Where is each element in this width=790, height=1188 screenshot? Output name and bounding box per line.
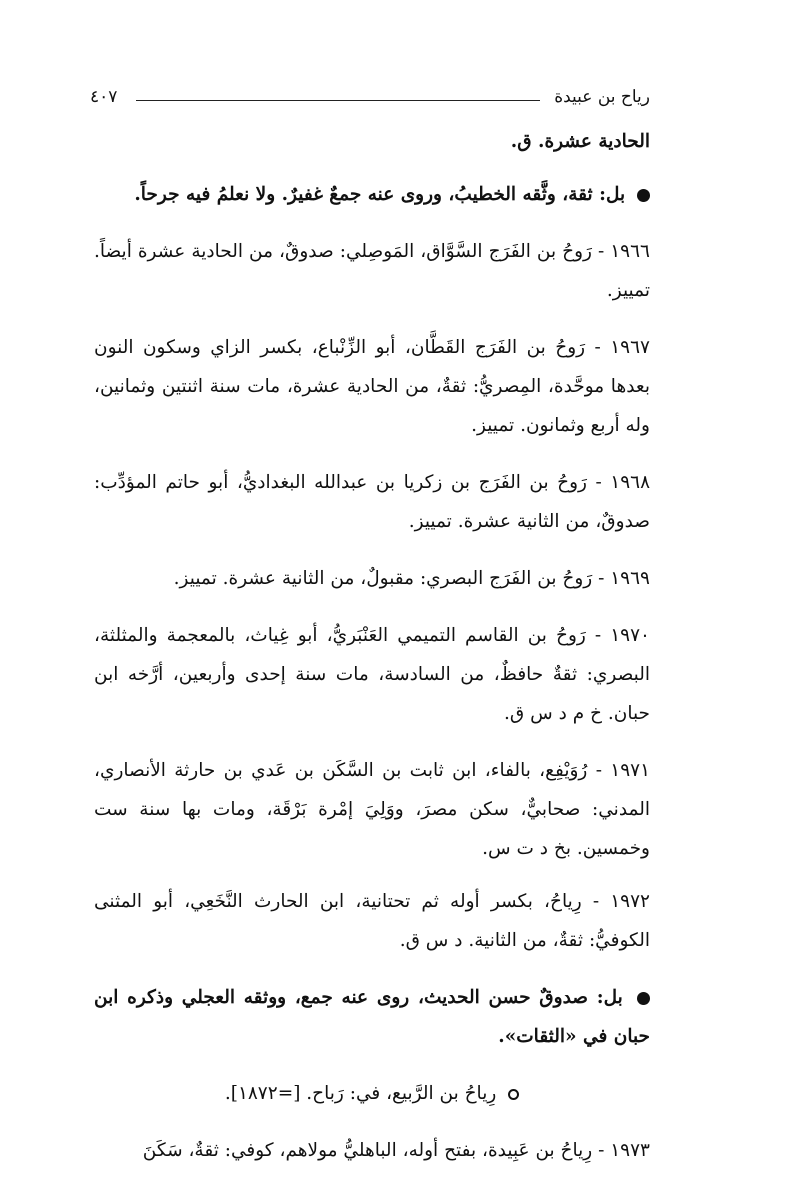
header-rule [136,100,540,101]
entry-text: بل: صدوقٌ حسن الحديث، روى عنه جمع، ووثقه العجلي وذكره ابن حبان في «الثقات». [94,987,650,1047]
running-title: رياح بن عبيدة [554,87,650,107]
entry-1970: ١٩٧٠ - رَوحُ بن القاسم التميمي العَنْبَريُّ، أبو غِياث، بالمعجمة والمثلثة، البصري: ثقةٌ حافظٌ، من السادسة، مات سنة إحدى وأربعين، أرَّخه ابن حبان. خ م د س ق. [94,625,650,724]
entry-1967: ١٩٦٧ - رَوحُ بن الفَرَج القَطَّان، أبو الزِّنْباع، بكسر الزاي وسكون النون بعدها موحَّدة، المِصريُّ: ثقةٌ، من الحادية عشرة، مات سنة اثنتين وثمانين، وله أربع وثمانون. تمييز. [94,337,650,436]
entry-number: ١٩٧١ [610,760,651,781]
entry-text: رَوحُ بن الفَرَج البصري: مقبولٌ، من الثانية عشرة. تمييز. [173,568,593,589]
filled-bullet-icon [637,189,650,202]
entry-text: الحادية عشرة. ق. [510,131,650,152]
entry-text: رَوحُ بن الفَرَج القَطَّان، أبو الزِّنْباع، بكسر الزاي وسكون النون بعدها موحَّدة، المِصريُّ: ثقةٌ، من الحادية عشرة، مات سنة اثنتين وثمانين، وله أربع وثمانون. تمييز. [94,337,650,436]
filled-bullet-icon [637,992,650,1005]
entry-1972: ١٩٧٢ - رِياحُ، بكسر أوله ثم تحتانية، ابن الحارث النَّخَعِي، أبو المثنى الكوفيُّ: ثقةٌ، من الثانية. د س ق. [94,891,650,951]
entry-1966: ١٩٦٦ - رَوحُ بن الفَرَج السَّوَّاق، المَوصِلي: صدوقٌ، من الحادية عشرة أيضاً. تمييز. [94,241,650,301]
entry-text: رِياحُ بن عَبِيدة، بفتح أوله، الباهليُّ مولاهم، كوفي: ثقةٌ، سَكَنَ [142,1140,593,1161]
entry-1968: ١٩٦٨ - رَوحُ بن الفَرَج بن زكريا بن عبدالله البغداديُّ، أبو حاتم المؤدِّب: صدوقٌ، من الثانية عشرة. تمييز. [94,472,651,532]
entry-number: ١٩٦٨ [610,472,651,493]
cross-reference [94,1074,650,1113]
hollow-circle-icon [508,1089,519,1100]
body-text [94,122,650,1188]
entry-text: رَوحُ بن الفَرَج السَّوَّاق، المَوصِلي: صدوقٌ، من الحادية عشرة أيضاً. تمييز. [94,241,650,301]
entry-text: رَوحُ بن القاسم التميمي العَنْبَريُّ، أبو غِياث، بالمعجمة والمثلثة، البصري: ثقةٌ حافظٌ، من السادسة، مات سنة إحدى وأربعين، أرَّخه ابن حبان. خ م د س ق. [94,625,650,724]
entry-text: رِياحُ، بكسر أوله ثم تحتانية، ابن الحارث النَّخَعِي، أبو المثنى الكوفيُّ: ثقةٌ، من الثانية. د س ق. [94,891,650,951]
entry-1971: ١٩٧١ - رُوَيْفِع، بالفاء، ابن ثابت بن السَّكَن بن عَدي بن حارثة الأنصاري، المدني: صحابيٌّ، سكن مصرَ، ووَلِيَ إمْرة بَرْقَة، ومات بها سنة ست وخمسين. بخ د ت س. [94,760,651,859]
entry-number: ١٩٦٩ [610,568,650,589]
entry-number: ١٩٦٧ [610,337,650,358]
entry-number: ١٩٧٠ [610,625,650,646]
entry-text: رَوحُ بن الفَرَج بن زكريا بن عبدالله البغداديُّ، أبو حاتم المؤدِّب: صدوقٌ، من الثانية عشرة. تمييز. [94,472,650,532]
annotation-note [94,978,650,1056]
entry-1969: ١٩٦٩ - رَوحُ بن الفَرَج البصري: مقبولٌ، من الثانية عشرة. تمييز. [173,568,650,589]
entry-continuation [94,122,650,161]
entry-text: بل: ثقة، وثَّقه الخطيبُ، وروى عنه جمعٌ غفيرٌ. ولا نعلمُ فيه جرحاً. [134,184,626,205]
entry-text: رُوَيْفِع، بالفاء، ابن ثابت بن السَّكَن بن عَدي بن حارثة الأنصاري، المدني: صحابيٌّ، سكن مصرَ، ووَلِيَ إمْرة بَرْقَة، ومات بها سنة ست وخمسين. بخ د ت س. [94,760,650,859]
annotation-note [94,175,650,214]
page-header [90,84,650,110]
page-number: ٤٠٧ [90,87,118,107]
entry-text: رِياحُ بن الرَّبيع، في: رَباح. [=١٨٧٢]. [224,1083,497,1104]
entry-number: ١٩٧٢ [610,891,650,912]
entry-1973: ١٩٧٣ - رِياحُ بن عَبِيدة، بفتح أوله، الباهليُّ مولاهم، كوفي: ثقةٌ، سَكَنَ [142,1140,650,1161]
entry-number: ١٩٧٣ [610,1140,650,1161]
entry-number: ١٩٦٦ [610,241,650,262]
